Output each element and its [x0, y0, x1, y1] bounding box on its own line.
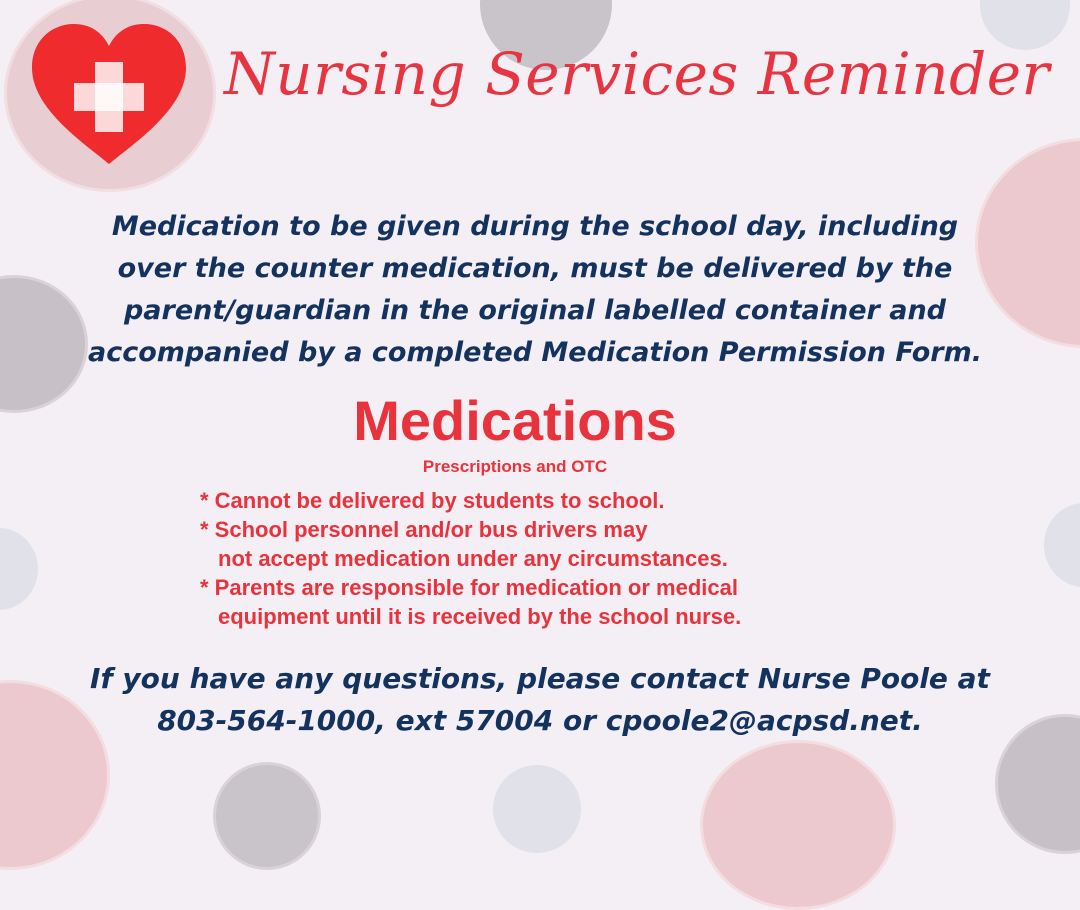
rule-line: * Parents are responsible for medication or medical [200, 575, 738, 600]
decor-circle [1044, 503, 1080, 587]
medication-rules-list [200, 486, 920, 631]
intro-paragraph [80, 206, 990, 374]
rule-line: * Cannot be delivered by students to school. [200, 488, 665, 513]
contact-info [90, 658, 990, 742]
rule-line: * School personnel and/or bus drivers may [200, 517, 648, 542]
contact-line: 803-564-1000, ext 57004 or cpoole2@acpsd.net. [157, 704, 923, 737]
intro-line: parent/guardian in the original labelled container and [123, 295, 947, 326]
intro-line: over the counter medication, must be delivered by the [117, 253, 953, 284]
decor-circle [975, 138, 1080, 348]
intro-line: accompanied by a completed Medication Permission Form. [87, 337, 983, 368]
decor-circle [995, 714, 1080, 854]
rule-line: equipment until it is received by the school nurse. [218, 604, 742, 629]
decor-circle [0, 275, 88, 413]
decor-circle [700, 740, 896, 910]
medications-subheading: Prescriptions and OTC [422, 457, 608, 476]
decor-circle [213, 762, 321, 870]
contact-line: If you have any questions, please contact Nurse Poole at [90, 662, 990, 695]
decor-circle [0, 528, 38, 610]
heart-medical-cross-icon [28, 22, 190, 168]
medications-heading: Medications [353, 389, 677, 452]
decor-circle [493, 765, 581, 853]
page-title: Nursing Services Reminder [224, 40, 1050, 108]
rule-line: not accept medication under any circumstances. [218, 546, 728, 571]
intro-line: Medication to be given during the school day, including [111, 211, 959, 242]
